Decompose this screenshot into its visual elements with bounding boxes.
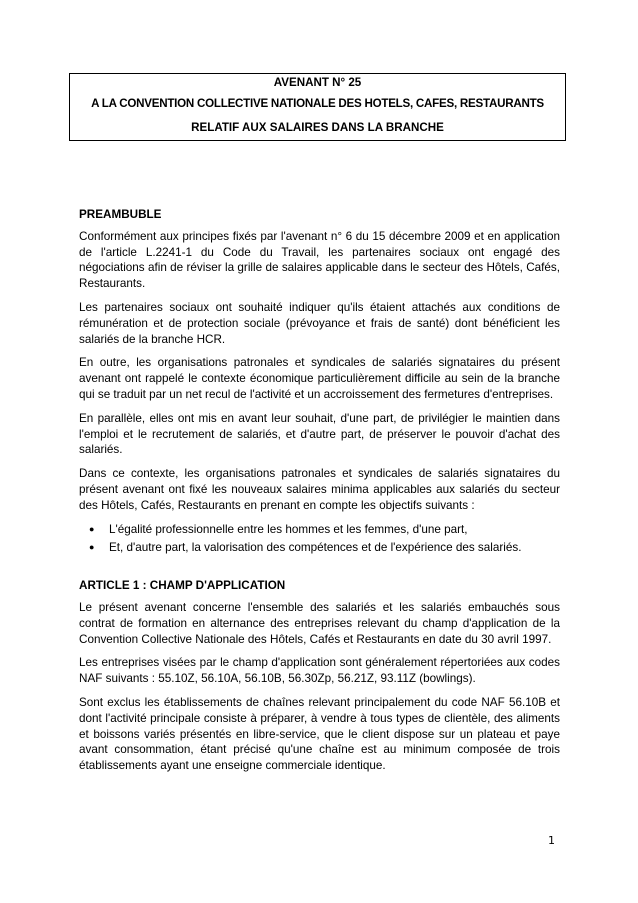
- title-line-convention: A LA CONVENTION COLLECTIVE NATIONALE DES HOTELS, CAFES, RESTAURANTS: [91, 97, 544, 110]
- title-line-subject: RELATIF AUX SALAIRES DANS LA BRANCHE: [191, 121, 444, 134]
- preambule-heading: PREAMBUBLE: [79, 208, 162, 221]
- preambule-paragraph: Conformément aux principes fixés par l'avenant n° 6 du 15 décembre 2009 et en application de l'article L.2241-1 du Code du Travail, les partenaires sociaux ont engagé des négociations afin de réviser la grille de salaires applicable dans le secteur des Hôtels, Cafés, Restaurants.: [79, 229, 560, 291]
- objective-text: L'égalité professionnelle entre les hommes et les femmes, d'une part,: [109, 522, 468, 536]
- bullet-dot-icon: ●: [89, 542, 95, 553]
- document-body: [79, 207, 560, 782]
- article1-heading: ARTICLE 1 : CHAMP D'APPLICATION: [79, 579, 286, 593]
- page-number: 1: [548, 834, 555, 847]
- article1-paragraph: Le présent avenant concerne l'ensemble des salariés et les salariés embauchés sous contrat de formation en alternance des entreprises relevant du champ d'application de la Convention Collective Nationale des Hôtels, Cafés et Restaurants en date du 30 avril 1997.: [79, 600, 560, 646]
- objectives-list: [79, 522, 560, 557]
- article1-paragraph: Les entreprises visées par le champ d'application sont généralement répertoriées aux codes NAF suivants : 55.10Z, 56.10A, 56.10B, 56.30Zp, 56.21Z, 93.11Z (bowlings).: [79, 656, 560, 686]
- preambule-paragraph: En outre, les organisations patronales et syndicales de salariés signataires du présent avenant ont rappelé le contexte économique particulièrement difficile au sein de la branche qui se traduit par un net recul de l'activité et un accroissement des fermetures d'entreprises.: [79, 356, 560, 401]
- title-line-avenant: AVENANT N° 25: [273, 76, 362, 89]
- article1-paragraph: Sont exclus les établissements de chaînes relevant principalement du code NAF 56.10B et dont l'activité principale consiste à préparer, à vendre à tous types de clientèle, des aliments et boissons variés présentés en libre-service, que le client dispose sur un plateau et paye avant consommation, étant précisé qu'une chaîne est au minimum composée de trois établissements ayant une enseigne commerciale identique.: [79, 695, 560, 773]
- objective-text: Et, d'autre part, la valorisation des compétences et de l'expérience des salariés.: [109, 541, 522, 555]
- preambule-paragraph: Dans ce contexte, les organisations patronales et syndicales de salariés signataires du présent avenant ont fixé les nouveaux salaires minima applicables aux salariés du secteur des Hôtels, Cafés, Restaurants en prenant en compte les objectifs suivants :: [79, 467, 560, 512]
- document-title-box: [69, 73, 566, 141]
- preambule-paragraph: Les partenaires sociaux ont souhaité indiquer qu'ils étaient attachés aux conditions de rémunération et de protection sociale (prévoyance et frais de santé) dont bénéficient les salariés de la branche HCR.: [79, 300, 560, 346]
- preambule-paragraph: En parallèle, elles ont mis en avant leur souhait, d'une part, de privilégier le maintien dans l'emploi et le recrutement de salariés, et d'autre part, de préserver le pouvoir d'achat des salariés.: [79, 411, 560, 457]
- objectives-list-item: [79, 540, 560, 556]
- objectives-list-item: [79, 522, 560, 538]
- bullet-dot-icon: ●: [89, 523, 95, 534]
